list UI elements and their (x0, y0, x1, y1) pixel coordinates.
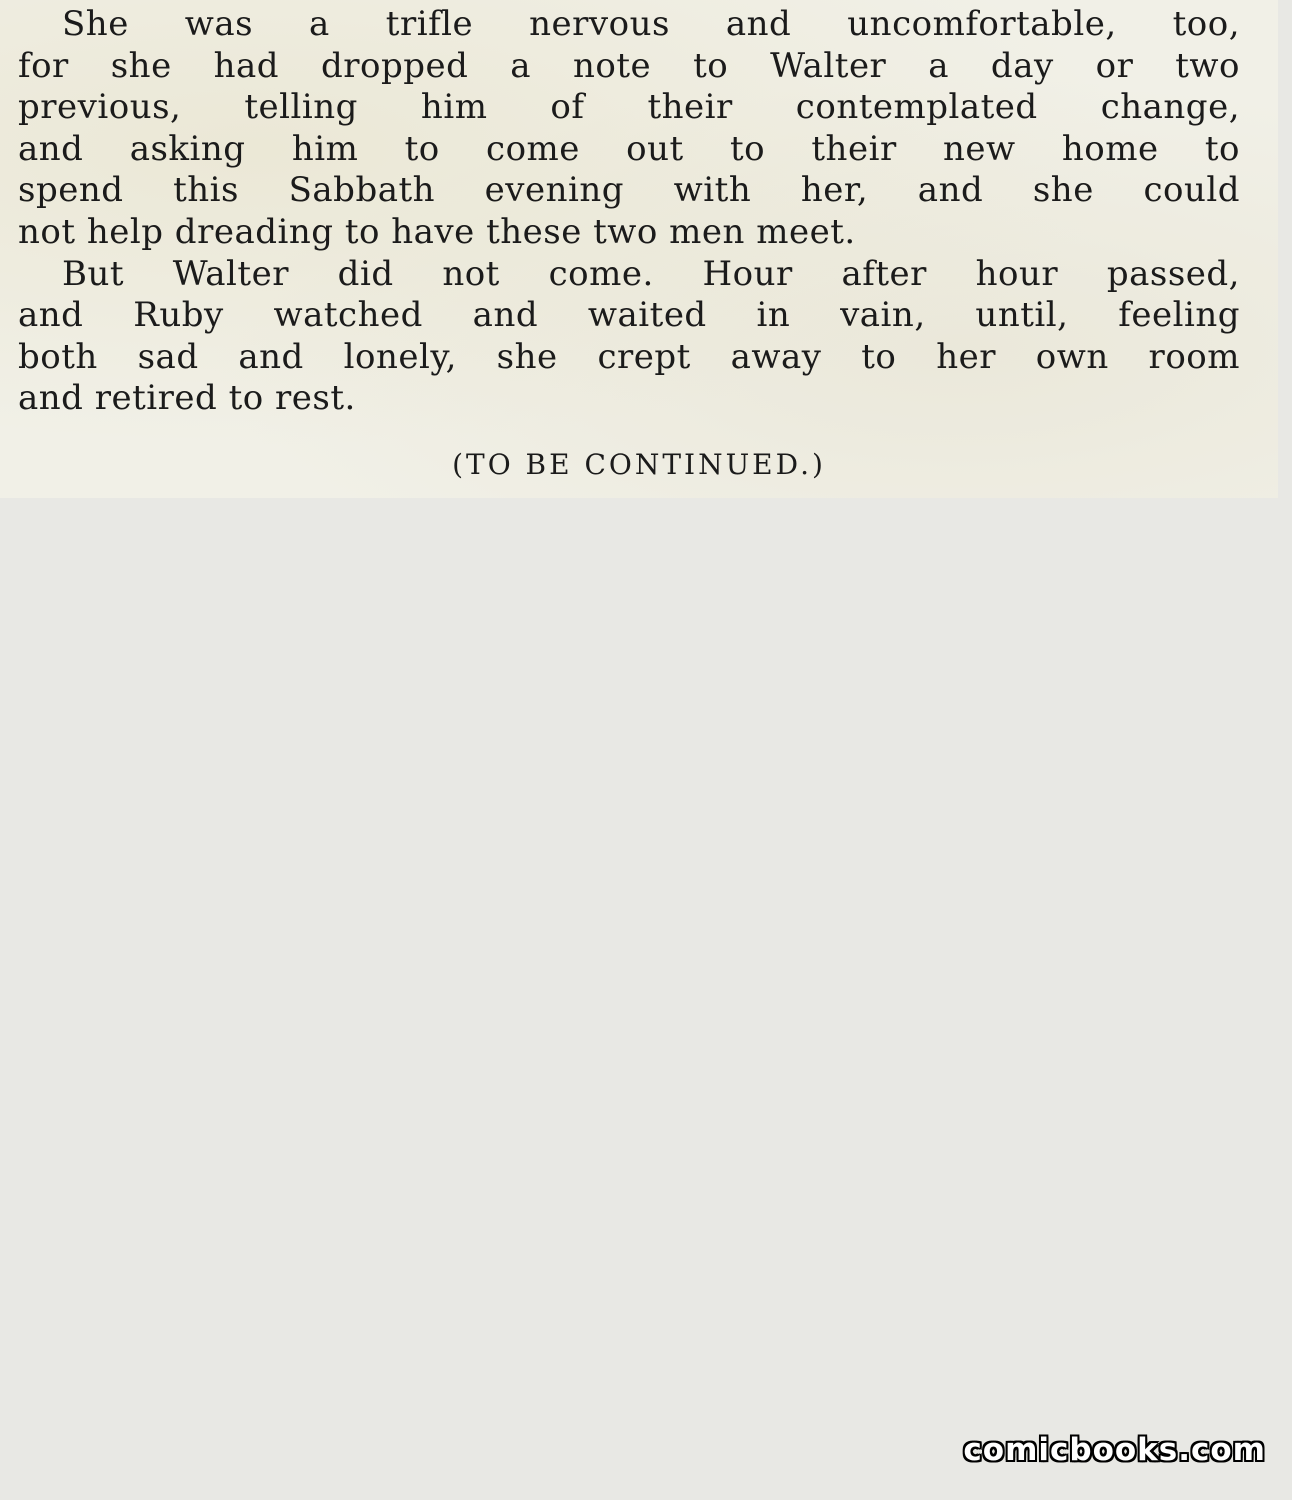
watermark-logo: comicbooks.com (963, 1432, 1266, 1468)
paragraph-1 (18, 4, 1240, 254)
text-line: and retired to rest. (18, 378, 356, 419)
text-line: not help dreading to have these two men meet. (18, 211, 856, 252)
text-line: and asking him to come out to their new home to (18, 128, 1240, 169)
text-line: previous, telling him of their contemplated change, (18, 87, 1240, 128)
text-line: She was a trifle nervous and uncomfortable, too, (62, 4, 1240, 44)
newspaper-clipping (0, 0, 1278, 498)
text-line: But Walter did not come. Hour after hour passed, (62, 253, 1240, 294)
text-line: for she had dropped a note to Walter a day or two (18, 45, 1240, 86)
text-line: and Ruby watched and waited in vain, until, feeling (18, 295, 1240, 336)
to-be-continued-label: (TO BE CONTINUED.) (452, 448, 826, 481)
paragraph-2 (18, 254, 1240, 420)
text-line: spend this Sabbath evening with her, and she could (18, 170, 1240, 211)
text-line: both sad and lonely, she crept away to her own room (18, 336, 1240, 377)
